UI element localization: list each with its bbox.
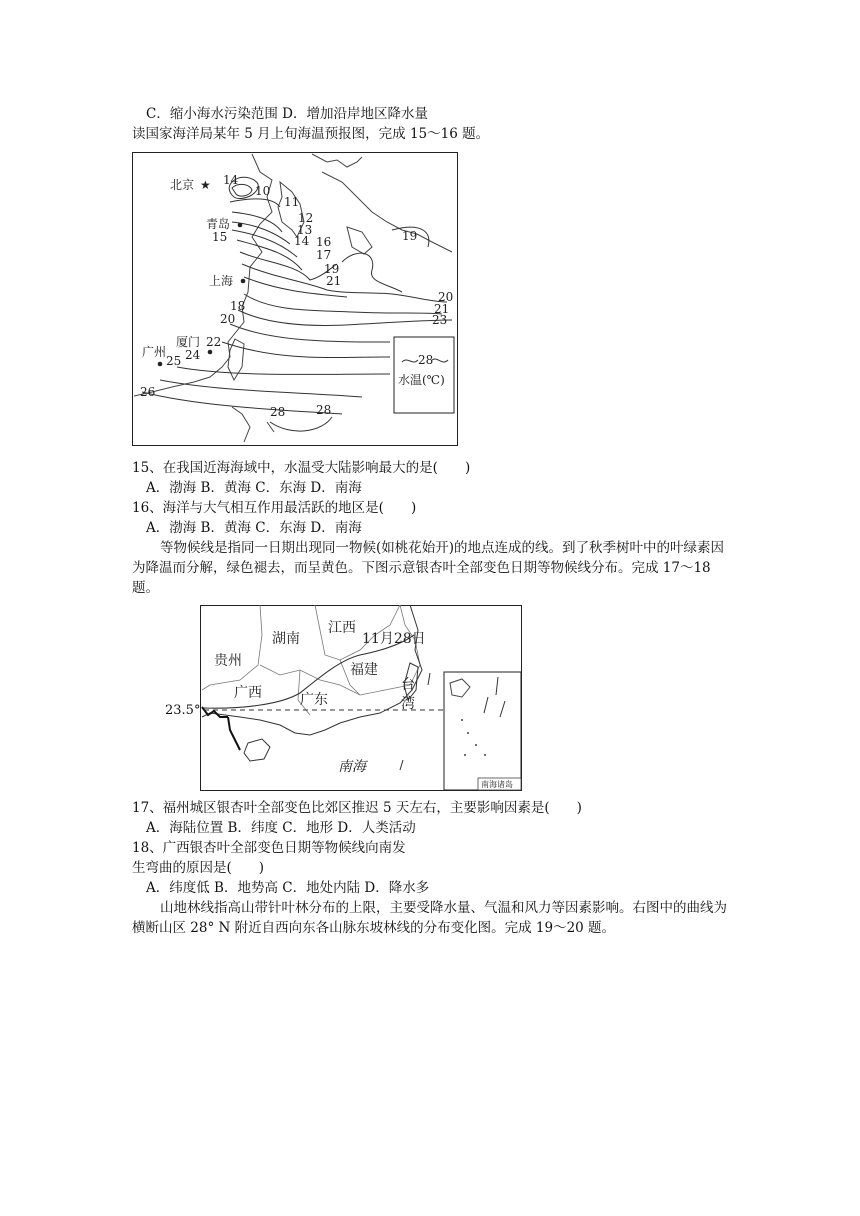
city-dot [158, 362, 163, 367]
isotherm-label: 28 [316, 403, 332, 417]
isotherm-label: 22 [206, 335, 222, 349]
isotherm-label: 15 [212, 230, 228, 244]
sea-temperature-map [132, 152, 458, 446]
legend-value: 28 [418, 353, 434, 367]
region-taiwan-2: 湾 [401, 696, 415, 712]
isotherm-label: 21 [326, 274, 342, 288]
isotherm-label: 23 [432, 313, 448, 327]
isotherm-label: 28 [270, 405, 286, 419]
inset-box [444, 672, 521, 790]
city-dot [238, 223, 243, 228]
isotherm-label: 12 [298, 211, 314, 225]
city-xiamen: 厦门 [176, 335, 201, 349]
region-hunan: 湖南 [272, 631, 300, 647]
intro-17-18: 等物候线是指同一日期出现同一物候(如桃花始开)的地点连成的线。到了秋季树叶中的叶绿素因为降温而分解，绿色褪去，而呈黄色。下图示意银杏叶全部变色日期等物候线分布。完成 17～18 题。 [132, 540, 725, 596]
intro-19-20: 山地林线指高山带针叶林分布的上限，主要受降水量、气温和风力等因素影响。右图中的曲线为横断山区 28° N 附近自西向东各山脉东坡林线的分布变化图。完成 19～20 题。 [132, 900, 727, 936]
q15-options: A．渤海 B．黄海 C．东海 D．南海 [146, 480, 362, 496]
region-guangxi: 广西 [234, 685, 262, 701]
isotherm-label: 10 [255, 184, 271, 198]
region-guizhou: 贵州 [214, 653, 242, 669]
isotherm-label: 14 [294, 234, 310, 248]
city-beijing: 北京 [170, 178, 195, 192]
region-guangdong: 广东 [300, 692, 328, 708]
ginkgo-phenology-map [200, 605, 522, 791]
q18-line2: 生弯曲的原因是( ) [132, 860, 265, 876]
isotherm-label: 14 [223, 173, 239, 187]
q15: 15、在我国近海海域中，水温受大陆影响最大的是( ) [132, 460, 471, 476]
city-qingdao: 青岛 [206, 217, 231, 231]
isotherm-label: 19 [402, 229, 418, 243]
q17: 17、福州城区银杏叶全部变色比郊区推迟 5 天左右，主要影响因素是( ) [132, 800, 582, 816]
date-label: 11月28日 [362, 631, 426, 647]
isotherm-label: 13 [297, 223, 313, 237]
inset-label: 南海诸岛 [481, 780, 513, 789]
isotherm-label: 21 [434, 302, 450, 316]
city-shanghai: 上海 [209, 274, 234, 288]
isotherm-label: 17 [316, 248, 332, 262]
q14-options: C．缩小海水污染范围 D．增加沿岸地区降水量 [146, 106, 428, 122]
legend-label: 水温(℃) [398, 373, 445, 387]
q17-options: A．海陆位置 B．纬度 C．地形 D．人类活动 [146, 820, 416, 836]
latitude-label: 23.5° [165, 703, 201, 718]
isotherm-label: 24 [185, 348, 201, 362]
city-dot [241, 279, 246, 284]
isotherm-label: 16 [316, 235, 332, 249]
isotherm-label: 26 [140, 385, 156, 399]
isotherm-label: 19 [324, 262, 340, 276]
isotherm-label: 20 [220, 312, 236, 326]
star-icon: ★ [200, 178, 211, 192]
isotherm-label: 11 [284, 195, 300, 209]
q16-options: A．渤海 B．黄海 C．东海 D．南海 [146, 520, 362, 536]
q16: 16、海洋与大气相互作用最活跃的地区是( ) [132, 500, 417, 516]
intro-15-16: 读国家海洋局某年 5 月上旬海温预报图，完成 15～16 题。 [132, 126, 490, 142]
isotherm-label: 18 [230, 299, 246, 313]
region-jiangxi: 江西 [328, 620, 356, 636]
city-guangzhou: 广州 [142, 345, 167, 359]
region-fujian: 福建 [350, 662, 378, 678]
city-dot [208, 350, 213, 355]
isotherm-label: 20 [438, 290, 454, 304]
region-taiwan-1: 台 [401, 677, 415, 693]
isotherm-label: 25 [166, 354, 182, 368]
q18-options: A．纬度低 B．地势高 C．地处内陆 D．降水多 [146, 880, 430, 896]
q18-line1: 18、广西银杏叶全部变色日期等物候线向南发 [132, 840, 406, 856]
region-south-sea: 南海 [338, 759, 366, 775]
